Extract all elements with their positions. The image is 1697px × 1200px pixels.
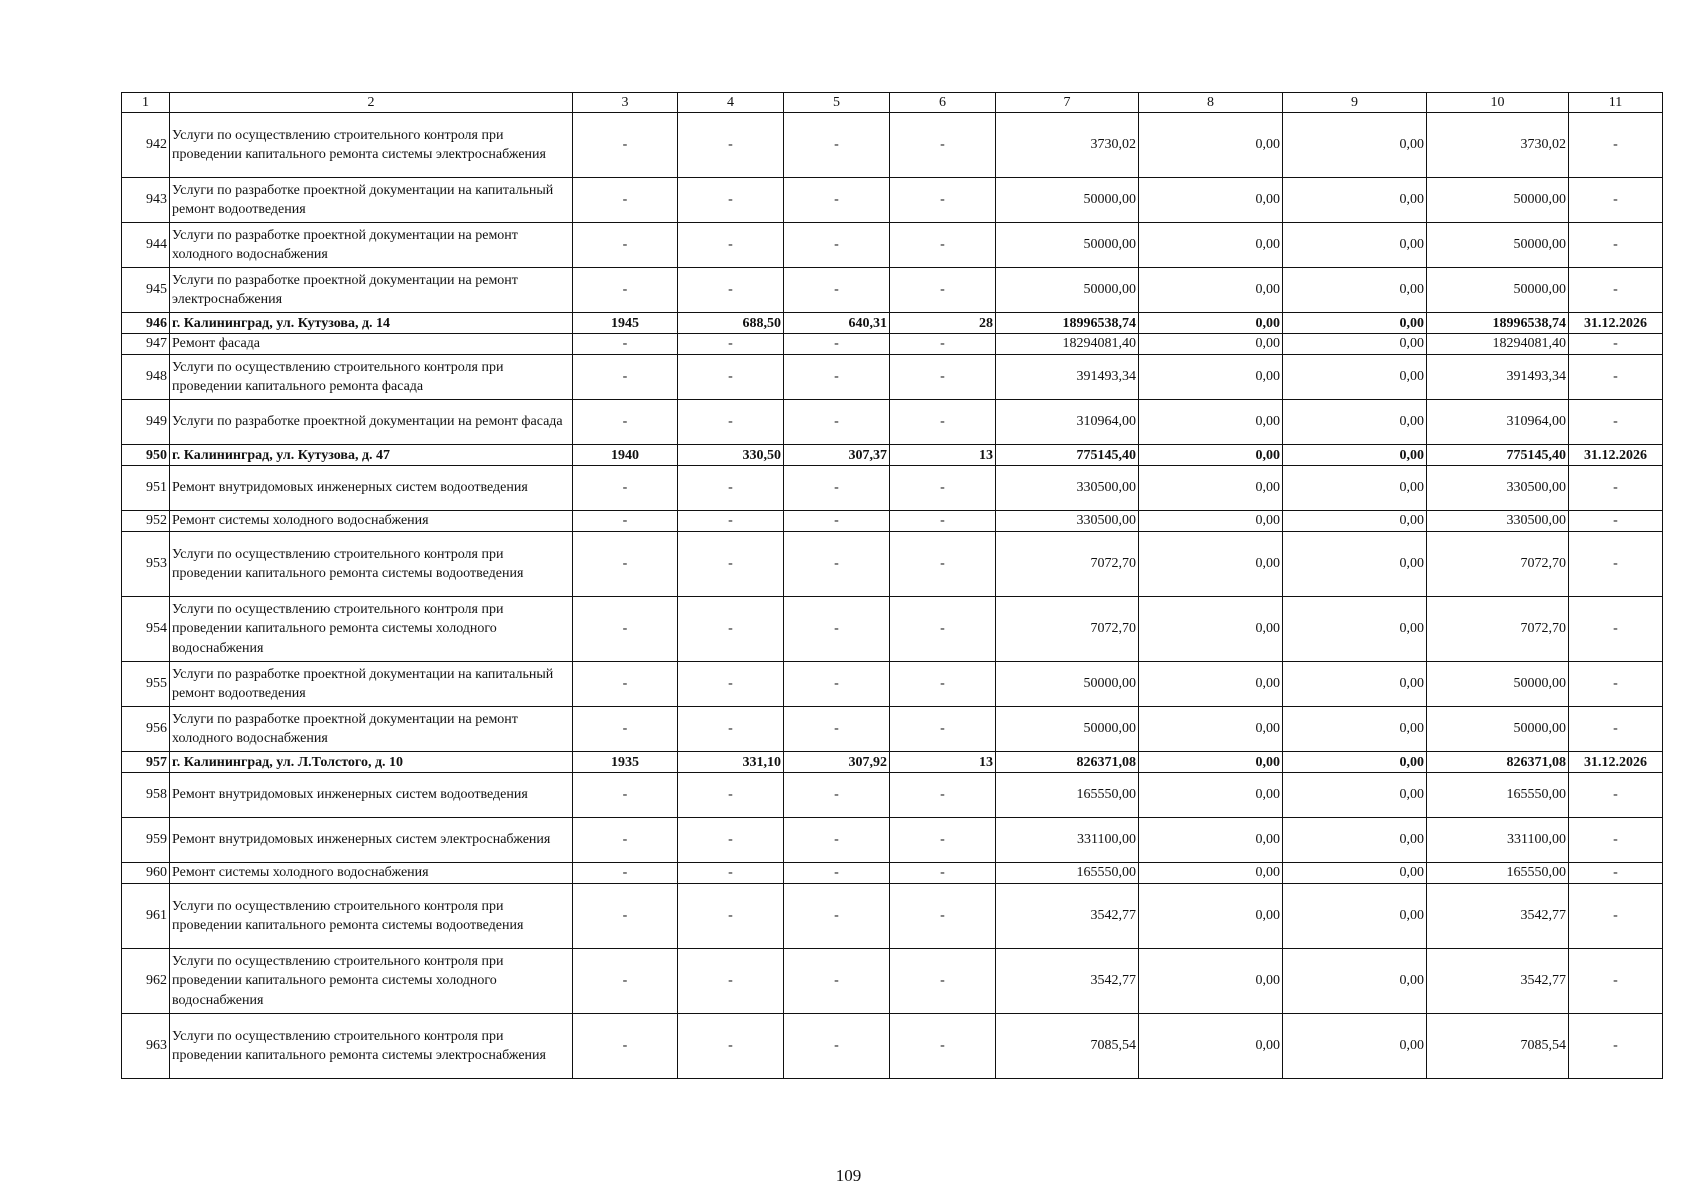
cell-col-7: 3542,77 [996,884,1139,949]
row-number: 951 [122,466,170,511]
cell-col-8: 0,00 [1139,752,1283,773]
cell-col-8: 0,00 [1139,268,1283,313]
cell-col-10: 50000,00 [1427,178,1569,223]
cell-col-6: - [890,597,996,662]
cell-col-4: - [678,662,784,707]
work-name: Ремонт внутридомовых инженерных систем электроснабжения [170,818,573,863]
cell-col-11: - [1569,707,1663,752]
cell-col-11: - [1569,818,1663,863]
cell-col-11: - [1569,884,1663,949]
row-number: 962 [122,949,170,1014]
cell-col-3: - [573,400,678,445]
column-number: 7 [996,93,1139,113]
cell-col-8: 0,00 [1139,949,1283,1014]
table-row [122,884,1663,949]
cell-col-6: - [890,223,996,268]
row-number: 943 [122,178,170,223]
cell-col-5: - [784,334,890,355]
work-name: Услуги по осуществлению строительного контроля при проведении капитального ремонта системы холодного водоснабжения [170,597,573,662]
cell-col-10: 3542,77 [1427,884,1569,949]
cell-col-8: 0,00 [1139,597,1283,662]
cell-col-6: - [890,949,996,1014]
table-row [122,113,1663,178]
cell-col-9: 0,00 [1283,355,1427,400]
cell-col-8: 0,00 [1139,178,1283,223]
row-number: 950 [122,445,170,466]
cell-col-8: 0,00 [1139,334,1283,355]
cell-col-8: 0,00 [1139,313,1283,334]
cell-col-10: 165550,00 [1427,773,1569,818]
cell-col-7: 165550,00 [996,863,1139,884]
cell-col-3: - [573,949,678,1014]
cell-col-8: 0,00 [1139,818,1283,863]
cell-col-3: - [573,773,678,818]
cell-col-9: 0,00 [1283,949,1427,1014]
cell-col-3: - [573,268,678,313]
cell-col-11: - [1569,773,1663,818]
column-number: 5 [784,93,890,113]
cell-col-10: 330500,00 [1427,466,1569,511]
table-row [122,662,1663,707]
table-row [122,707,1663,752]
cell-col-6: 13 [890,445,996,466]
cell-col-7: 50000,00 [996,178,1139,223]
cell-col-9: 0,00 [1283,863,1427,884]
cell-col-10: 165550,00 [1427,863,1569,884]
table-row [122,511,1663,532]
column-number: 3 [573,93,678,113]
cell-col-6: - [890,511,996,532]
cell-col-6: - [890,1014,996,1079]
cell-col-6: 13 [890,752,996,773]
cell-col-7: 50000,00 [996,707,1139,752]
work-name: Услуги по разработке проектной документации на капитальный ремонт водоотведения [170,178,573,223]
cell-col-9: 0,00 [1283,662,1427,707]
work-name: Услуги по разработке проектной документации на ремонт фасада [170,400,573,445]
table-row [122,863,1663,884]
cell-col-11: - [1569,532,1663,597]
cell-col-11: - [1569,268,1663,313]
cell-col-5: - [784,113,890,178]
work-name: Услуги по разработке проектной документации на ремонт холодного водоснабжения [170,707,573,752]
cell-col-9: 0,00 [1283,178,1427,223]
cell-col-4: - [678,1014,784,1079]
cell-col-4: - [678,355,784,400]
cell-col-9: 0,00 [1283,400,1427,445]
cell-col-9: 0,00 [1283,466,1427,511]
cell-col-10: 7072,70 [1427,532,1569,597]
work-name: Ремонт внутридомовых инженерных систем водоотведения [170,773,573,818]
cell-col-4: - [678,268,784,313]
row-number: 961 [122,884,170,949]
cell-col-9: 0,00 [1283,268,1427,313]
cell-col-8: 0,00 [1139,884,1283,949]
cell-col-8: 0,00 [1139,223,1283,268]
cell-col-4: - [678,773,784,818]
cell-col-3: - [573,466,678,511]
cell-col-3: - [573,863,678,884]
cell-col-10: 7085,54 [1427,1014,1569,1079]
row-number: 948 [122,355,170,400]
cell-col-7: 50000,00 [996,268,1139,313]
cell-col-7: 310964,00 [996,400,1139,445]
table-row [122,178,1663,223]
cell-col-5: - [784,773,890,818]
row-number: 949 [122,400,170,445]
cell-col-11: - [1569,1014,1663,1079]
row-number: 955 [122,662,170,707]
cell-col-8: 0,00 [1139,511,1283,532]
cell-col-11: 31.12.2026 [1569,313,1663,334]
cell-col-11: - [1569,511,1663,532]
table-row [122,949,1663,1014]
cell-col-7: 165550,00 [996,773,1139,818]
table-body [122,93,1663,1079]
cell-col-7: 330500,00 [996,466,1139,511]
cell-col-5: - [784,511,890,532]
cell-col-10: 18294081,40 [1427,334,1569,355]
cell-col-3: - [573,334,678,355]
work-name: Услуги по осуществлению строительного контроля при проведении капитального ремонта системы водоотведения [170,884,573,949]
cell-col-4: 330,50 [678,445,784,466]
cell-col-4: - [678,223,784,268]
work-name: г. Калининград, ул. Л.Толстого, д. 10 [170,752,573,773]
address-row [122,313,1663,334]
cell-col-7: 775145,40 [996,445,1139,466]
cell-col-3: - [573,597,678,662]
cell-col-4: - [678,949,784,1014]
cell-col-3: - [573,532,678,597]
cell-col-3: - [573,1014,678,1079]
address-row [122,445,1663,466]
cell-col-5: 640,31 [784,313,890,334]
work-name: Ремонт внутридомовых инженерных систем водоотведения [170,466,573,511]
table-row [122,400,1663,445]
cell-col-10: 3542,77 [1427,949,1569,1014]
table-row [122,1014,1663,1079]
cell-col-4: - [678,178,784,223]
cell-col-10: 331100,00 [1427,818,1569,863]
cell-col-10: 775145,40 [1427,445,1569,466]
cell-col-7: 7085,54 [996,1014,1139,1079]
cell-col-10: 7072,70 [1427,597,1569,662]
cell-col-3: 1940 [573,445,678,466]
row-number: 947 [122,334,170,355]
table-row [122,466,1663,511]
row-number: 953 [122,532,170,597]
cell-col-5: - [784,532,890,597]
cell-col-6: - [890,268,996,313]
cell-col-10: 50000,00 [1427,707,1569,752]
row-number: 957 [122,752,170,773]
cell-col-8: 0,00 [1139,662,1283,707]
cell-col-6: 28 [890,313,996,334]
cell-col-5: - [784,355,890,400]
cell-col-4: - [678,884,784,949]
cell-col-7: 826371,08 [996,752,1139,773]
cell-col-10: 50000,00 [1427,268,1569,313]
work-name: Ремонт фасада [170,334,573,355]
cell-col-8: 0,00 [1139,445,1283,466]
cell-col-6: - [890,884,996,949]
cell-col-5: - [784,818,890,863]
row-number: 945 [122,268,170,313]
cell-col-5: - [784,178,890,223]
cell-col-5: - [784,400,890,445]
cell-col-5: - [784,223,890,268]
address-row [122,752,1663,773]
cell-col-9: 0,00 [1283,818,1427,863]
cell-col-7: 50000,00 [996,223,1139,268]
cell-col-9: 0,00 [1283,113,1427,178]
cell-col-6: - [890,400,996,445]
cell-col-3: 1945 [573,313,678,334]
cell-col-4: - [678,532,784,597]
cell-col-10: 391493,34 [1427,355,1569,400]
work-name: Ремонт системы холодного водоснабжения [170,863,573,884]
work-name: Услуги по разработке проектной документации на капитальный ремонт водоотведения [170,662,573,707]
cell-col-10: 826371,08 [1427,752,1569,773]
row-number: 954 [122,597,170,662]
table-row [122,818,1663,863]
table-row [122,355,1663,400]
cell-col-4: - [678,863,784,884]
cell-col-5: - [784,662,890,707]
row-number: 942 [122,113,170,178]
cell-col-9: 0,00 [1283,773,1427,818]
cell-col-3: - [573,818,678,863]
cell-col-11: - [1569,863,1663,884]
row-number: 956 [122,707,170,752]
work-name: Услуги по разработке проектной документации на ремонт электроснабжения [170,268,573,313]
cell-col-6: - [890,818,996,863]
cell-col-5: 307,37 [784,445,890,466]
cell-col-8: 0,00 [1139,532,1283,597]
row-number: 963 [122,1014,170,1079]
cell-col-10: 50000,00 [1427,662,1569,707]
cell-col-6: - [890,466,996,511]
cell-col-11: 31.12.2026 [1569,752,1663,773]
cell-col-5: - [784,949,890,1014]
cell-col-3: - [573,884,678,949]
table-row [122,268,1663,313]
cell-col-10: 310964,00 [1427,400,1569,445]
row-number: 960 [122,863,170,884]
page-number: 109 [835,1166,862,1185]
work-name: Услуги по осуществлению строительного контроля при проведении капитального ремонта фасада [170,355,573,400]
cell-col-6: - [890,334,996,355]
cell-col-6: - [890,662,996,707]
cell-col-6: - [890,773,996,818]
column-number: 1 [122,93,170,113]
cell-col-10: 50000,00 [1427,223,1569,268]
cell-col-3: - [573,707,678,752]
cell-col-11: - [1569,662,1663,707]
cell-col-5: - [784,863,890,884]
table-row [122,334,1663,355]
work-name: Услуги по осуществлению строительного контроля при проведении капитального ремонта системы электроснабжения [170,1014,573,1079]
cell-col-10: 330500,00 [1427,511,1569,532]
cell-col-6: - [890,532,996,597]
cell-col-10: 18996538,74 [1427,313,1569,334]
cell-col-10: 3730,02 [1427,113,1569,178]
work-name: Услуги по осуществлению строительного контроля при проведении капитального ремонта системы водоотведения [170,532,573,597]
cell-col-11: - [1569,355,1663,400]
cell-col-6: - [890,863,996,884]
cell-col-9: 0,00 [1283,884,1427,949]
cell-col-8: 0,00 [1139,773,1283,818]
cell-col-4: - [678,707,784,752]
cell-col-4: - [678,466,784,511]
cell-col-7: 7072,70 [996,532,1139,597]
cell-col-8: 0,00 [1139,707,1283,752]
table-row [122,773,1663,818]
cell-col-5: - [784,1014,890,1079]
cell-col-5: - [784,268,890,313]
cell-col-9: 0,00 [1283,597,1427,662]
column-number: 6 [890,93,996,113]
cell-col-7: 331100,00 [996,818,1139,863]
row-number: 959 [122,818,170,863]
table-row [122,532,1663,597]
cell-col-6: - [890,178,996,223]
column-number-row [122,93,1663,113]
cell-col-8: 0,00 [1139,355,1283,400]
work-name: Ремонт системы холодного водоснабжения [170,511,573,532]
table-row [122,597,1663,662]
work-name: Услуги по осуществлению строительного контроля при проведении капитального ремонта системы электроснабжения [170,113,573,178]
cell-col-11: - [1569,466,1663,511]
cell-col-5: - [784,597,890,662]
cell-col-6: - [890,355,996,400]
cell-col-7: 18996538,74 [996,313,1139,334]
cell-col-8: 0,00 [1139,863,1283,884]
cell-col-11: - [1569,178,1663,223]
cell-col-9: 0,00 [1283,707,1427,752]
column-number: 4 [678,93,784,113]
cell-col-3: - [573,511,678,532]
cell-col-4: 688,50 [678,313,784,334]
column-number: 11 [1569,93,1663,113]
cell-col-9: 0,00 [1283,223,1427,268]
works-table-container [121,92,1662,1079]
cell-col-7: 330500,00 [996,511,1139,532]
cell-col-7: 3542,77 [996,949,1139,1014]
cell-col-3: - [573,223,678,268]
work-name: Услуги по разработке проектной документации на ремонт холодного водоснабжения [170,223,573,268]
cell-col-11: 31.12.2026 [1569,445,1663,466]
cell-col-7: 18294081,40 [996,334,1139,355]
cell-col-8: 0,00 [1139,113,1283,178]
work-name: г. Калининград, ул. Кутузова, д. 14 [170,313,573,334]
cell-col-4: - [678,113,784,178]
cell-col-9: 0,00 [1283,313,1427,334]
cell-col-11: - [1569,223,1663,268]
cell-col-5: - [784,707,890,752]
cell-col-4: - [678,334,784,355]
cell-col-4: - [678,400,784,445]
cell-col-6: - [890,113,996,178]
table-row [122,223,1663,268]
cell-col-11: - [1569,334,1663,355]
row-number: 952 [122,511,170,532]
cell-col-9: 0,00 [1283,334,1427,355]
cell-col-11: - [1569,400,1663,445]
cell-col-8: 0,00 [1139,1014,1283,1079]
work-name: Услуги по осуществлению строительного контроля при проведении капитального ремонта системы холодного водоснабжения [170,949,573,1014]
cell-col-9: 0,00 [1283,1014,1427,1079]
cell-col-7: 391493,34 [996,355,1139,400]
cell-col-5: - [784,884,890,949]
cell-col-9: 0,00 [1283,752,1427,773]
work-name: г. Калининград, ул. Кутузова, д. 47 [170,445,573,466]
cell-col-3: - [573,113,678,178]
cell-col-7: 3730,02 [996,113,1139,178]
cell-col-8: 0,00 [1139,400,1283,445]
column-number: 10 [1427,93,1569,113]
cell-col-4: - [678,818,784,863]
cell-col-4: 331,10 [678,752,784,773]
cell-col-5: 307,92 [784,752,890,773]
cell-col-8: 0,00 [1139,466,1283,511]
cell-col-6: - [890,707,996,752]
cell-col-9: 0,00 [1283,445,1427,466]
row-number: 958 [122,773,170,818]
cell-col-3: - [573,178,678,223]
cell-col-5: - [784,466,890,511]
cell-col-4: - [678,597,784,662]
cell-col-7: 7072,70 [996,597,1139,662]
cell-col-11: - [1569,113,1663,178]
cell-col-9: 0,00 [1283,511,1427,532]
works-table [121,92,1663,1079]
cell-col-3: - [573,355,678,400]
cell-col-11: - [1569,949,1663,1014]
cell-col-3: - [573,662,678,707]
column-number: 9 [1283,93,1427,113]
cell-col-9: 0,00 [1283,532,1427,597]
row-number: 946 [122,313,170,334]
column-number: 8 [1139,93,1283,113]
cell-col-3: 1935 [573,752,678,773]
column-number: 2 [170,93,573,113]
cell-col-7: 50000,00 [996,662,1139,707]
cell-col-4: - [678,511,784,532]
row-number: 944 [122,223,170,268]
cell-col-11: - [1569,597,1663,662]
